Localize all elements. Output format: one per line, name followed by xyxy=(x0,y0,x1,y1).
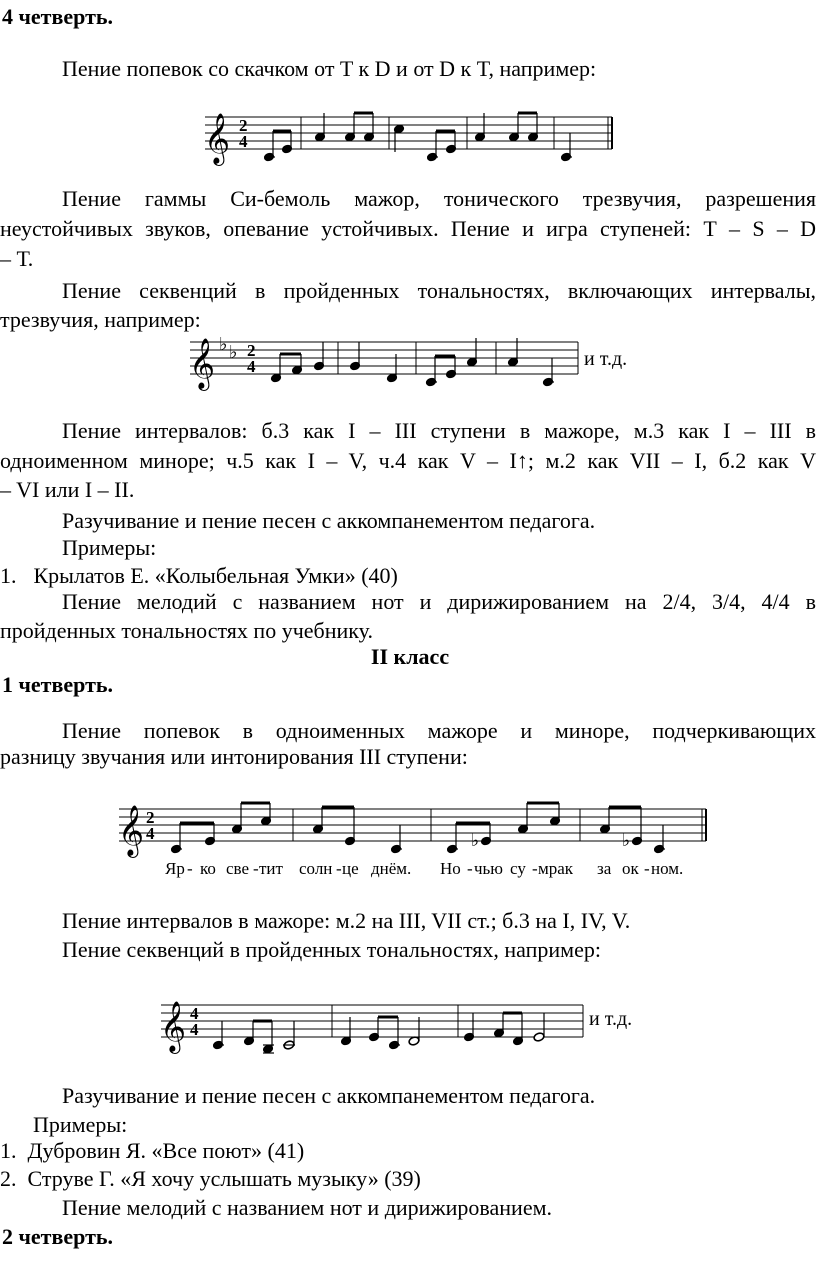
paragraph-major-intervals: Пение интервалов в мажоре: м.2 на III, VII ст.; б.3 на I, IV, V. xyxy=(62,908,631,933)
time-sig-top: 2 xyxy=(239,116,248,135)
paragraph-sequences-line2: трезвучия, например: xyxy=(0,307,201,332)
paragraph-songs-2: Разучивание и пение песен с аккомпанементом педагога. xyxy=(62,1083,596,1108)
lyric-hyphen: - xyxy=(644,859,650,878)
heading-quarter-4: 4 четверть. xyxy=(2,4,114,29)
lyric-syllable: све xyxy=(226,859,250,878)
music-staff-1 xyxy=(0,100,816,180)
heading-quarter-2: 2 четверть. xyxy=(2,1224,114,1249)
flat-icon: ♭ xyxy=(471,831,480,850)
list-item-number: 1. xyxy=(0,1138,17,1163)
time-sig-bottom: 4 xyxy=(146,824,155,843)
music-staff-2 xyxy=(0,325,816,395)
lyric-syllable: мрак xyxy=(538,859,574,878)
lyric-syllable: солн xyxy=(299,859,333,878)
lyric-syllable: днём. xyxy=(371,859,412,878)
music-staff-4 xyxy=(0,985,816,1065)
list-item xyxy=(0,563,398,589)
lyric-hyphen: - xyxy=(532,859,538,878)
list-item xyxy=(0,1138,304,1164)
music-staff-3 xyxy=(0,770,816,880)
lyric-hyphen: - xyxy=(336,859,342,878)
lyric-syllable: ок xyxy=(622,859,639,878)
paragraph-sequences-line1: Пение секвенций в пройденных тональностях, включающих интервалы, xyxy=(62,278,816,303)
paragraph-songs: Разучивание и пение песен с аккомпанементом педагога. xyxy=(62,508,596,533)
paragraph-scale-line2: неустойчивых звуков, опевание устойчивых. Пение и игра ступеней: Т – S – D xyxy=(0,216,816,241)
etc-label: и т.д. xyxy=(589,1008,633,1030)
lyric-hyphen: - xyxy=(253,859,259,878)
paragraph-intervals-line1: Пение интервалов: б.3 как I – III ступени в мажоре, м.3 как I – III в xyxy=(62,418,816,443)
list-item-text: Дубровин Я. «Все поют» (41) xyxy=(27,1138,305,1163)
heading-quarter-1: 1 четверть. xyxy=(2,672,114,697)
flat-icon: ♭ xyxy=(219,334,228,354)
list-item-number: 2. xyxy=(0,1166,17,1191)
time-sig-top: 2 xyxy=(247,341,256,360)
paragraph-scale-line1: Пение гаммы Си-бемоль мажор, тонического трезвучия, разрешения xyxy=(62,186,816,211)
list-item-text: Струве Г. «Я хочу услышать музыку» (39) xyxy=(27,1166,421,1191)
paragraph-melodies-line2: пройденных тональностях по учебнику. xyxy=(0,618,373,643)
lyric-hyphen: - xyxy=(187,859,193,878)
treble-clef-icon: 𝄞 xyxy=(189,339,216,388)
examples-label-2: Примеры: xyxy=(33,1112,128,1137)
time-sig-top: 2 xyxy=(146,808,155,827)
lyric-syllable: чью xyxy=(474,859,504,878)
paragraph-sequences-2: Пение секвенций в пройденных тональностях, например: xyxy=(62,937,601,962)
paragraph-melodies-2: Пение мелодий с названием нот и дирижированием. xyxy=(62,1195,553,1220)
treble-clef-icon: 𝄞 xyxy=(118,806,145,855)
flat-icon: ♭ xyxy=(622,831,631,850)
paragraph-intervals-line2: одноименном миноре; ч.5 как I – V, ч.4 как V – I↑; м.2 как VII – I, б.2 как V xyxy=(0,448,816,473)
treble-clef-icon: 𝄞 xyxy=(204,114,231,163)
examples-label: Примеры: xyxy=(62,535,157,560)
lyric-syllable: тит xyxy=(259,859,283,878)
paragraph-melodies-line1: Пение мелодий с названием нот и дирижированием на 2/4, 3/4, 4/4 в xyxy=(62,589,816,614)
list-item-number: 1. xyxy=(0,563,17,588)
lyric-hyphen: - xyxy=(467,859,473,878)
paragraph-intervals-line3: – VI или I – II. xyxy=(0,477,135,502)
list-item-text: Крылатов Е. «Колыбельная Умки» (40) xyxy=(33,563,398,588)
paragraph-major-minor-line1: Пение попевок в одноименных мажоре и миноре, подчеркивающих xyxy=(62,718,816,743)
list-item xyxy=(0,1166,421,1192)
flat-icon: ♭ xyxy=(229,342,238,362)
time-sig-bottom: 4 xyxy=(239,132,248,151)
lyric-syllable: Но xyxy=(440,859,461,878)
time-sig-bottom: 4 xyxy=(247,357,256,376)
lyric-syllable: ко xyxy=(200,859,216,878)
treble-clef-icon: 𝄞 xyxy=(160,1002,187,1051)
lyric-syllable: це xyxy=(342,859,359,878)
paragraph-leaps: Пение попевок со скачком от T к D и от D к T, например: xyxy=(62,56,597,81)
time-sig-bottom: 4 xyxy=(190,1020,199,1039)
class-heading: II класс xyxy=(370,644,450,669)
lyric-syllable: Яр xyxy=(165,859,185,878)
lyric-syllable: ном. xyxy=(651,859,684,878)
etc-label: и т.д. xyxy=(584,348,628,370)
lyric-syllable: су xyxy=(510,859,526,878)
time-sig-top: 4 xyxy=(190,1004,199,1023)
lyric-syllable: за xyxy=(597,859,612,878)
paragraph-scale-line3: – Т. xyxy=(0,246,34,271)
paragraph-major-minor-line2: разницу звучания или интонирования III ступени: xyxy=(0,744,468,769)
